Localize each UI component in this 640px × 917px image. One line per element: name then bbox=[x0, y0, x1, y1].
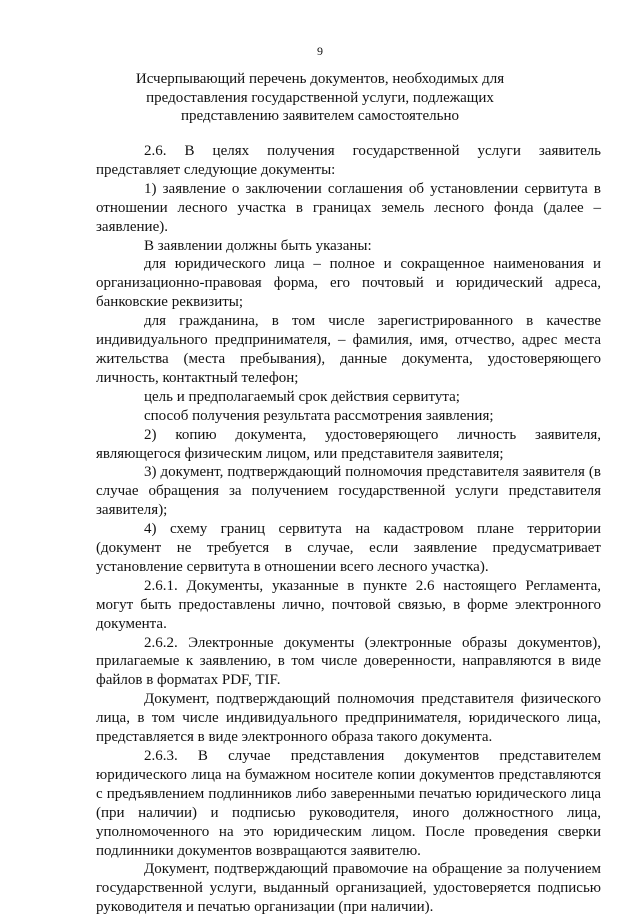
paragraph-application-contents: В заявлении должны быть указаны: bbox=[144, 237, 372, 254]
paragraph-2-6: 2.6. В целях получения государственной услуги заявитель представляет следующие документы: bbox=[96, 143, 601, 178]
paragraph-electronic-image: Документ, подтверждающий полномочия представителя физического лица, в том числе индивидуального предпринимателя, юридического лица, представляется в виде электронного образа такого документа. bbox=[96, 691, 601, 746]
document-body bbox=[96, 142, 601, 917]
paragraph-2-6-3: 2.6.3. В случае представления документов представителем юридического лица на бумажном носителе копии документов представляются с предъявлением подлинников либо заверенными печатью юридического лица (при наличии) и подписью руководителя, иного должностного лица, уполномоченного на это юридическим лицом. После проведения сверки подлинники документов возвращаются заявителю. bbox=[96, 748, 601, 859]
paragraph-2-6-2: 2.6.2. Электронные документы (электронные образы документов), прилагаемые к заявлению, в том числе доверенности, направляются в виде файлов в форматах PDF, TIF. bbox=[96, 634, 601, 689]
section-title: Исчерпывающий перечень документов, необходимых для предоставления государственной услуги, подлежащих представлению заявителем самостоятельно bbox=[135, 71, 505, 124]
paragraph-result-method: способ получения результата рассмотрения заявления; bbox=[144, 407, 494, 424]
paragraph-citizen: для гражданина, в том числе зарегистрированного в качестве индивидуального предпринимателя, – фамилия, имя, отчество, адрес места жительства (места пребывания), данные документа, удостоверяющего личность, контактный телефон; bbox=[96, 313, 601, 386]
paragraph-legal-entity: для юридического лица – полное и сокращенное наименования и организационно-правовая форма, его почтовый и юридический адреса, банковские реквизиты; bbox=[96, 256, 601, 311]
page-number: 9 bbox=[317, 44, 323, 58]
paragraph-purpose-term: цель и предполагаемый срок действия сервитута; bbox=[144, 388, 460, 405]
paragraph-item-1-application: 1) заявление о заключении соглашения об установлении сервитута в отношении лесного участка в границах земель лесного фонда (далее – заявление). bbox=[96, 180, 601, 235]
paragraph-2-6-1: 2.6.1. Документы, указанные в пункте 2.6 настоящего Регламента, могут быть предоставлены лично, почтовой связью, в форме электронного документа. bbox=[96, 577, 601, 632]
paragraph-item-2-id-copy: 2) копию документа, удостоверяющего личность заявителя, являющегося физическим лицом, или представителя заявителя; bbox=[96, 426, 601, 462]
paragraph-item-3-authority: 3) документ, подтверждающий полномочия представителя заявителя (в случае обращения за получением государственной услуги представителя заявителя); bbox=[96, 464, 601, 519]
paragraph-organization-document: Документ, подтверждающий правомочие на обращение за получением государственной услуги, выданный организацией, удостоверяется подписью руководителя и печатью организации (при наличии). bbox=[96, 861, 601, 916]
paragraph-item-4-scheme: 4) схему границ сервитута на кадастровом плане территории (документ не требуется в случае, если заявление предусматривает установление сервитута в отношении всего лесного участка). bbox=[96, 521, 601, 575]
